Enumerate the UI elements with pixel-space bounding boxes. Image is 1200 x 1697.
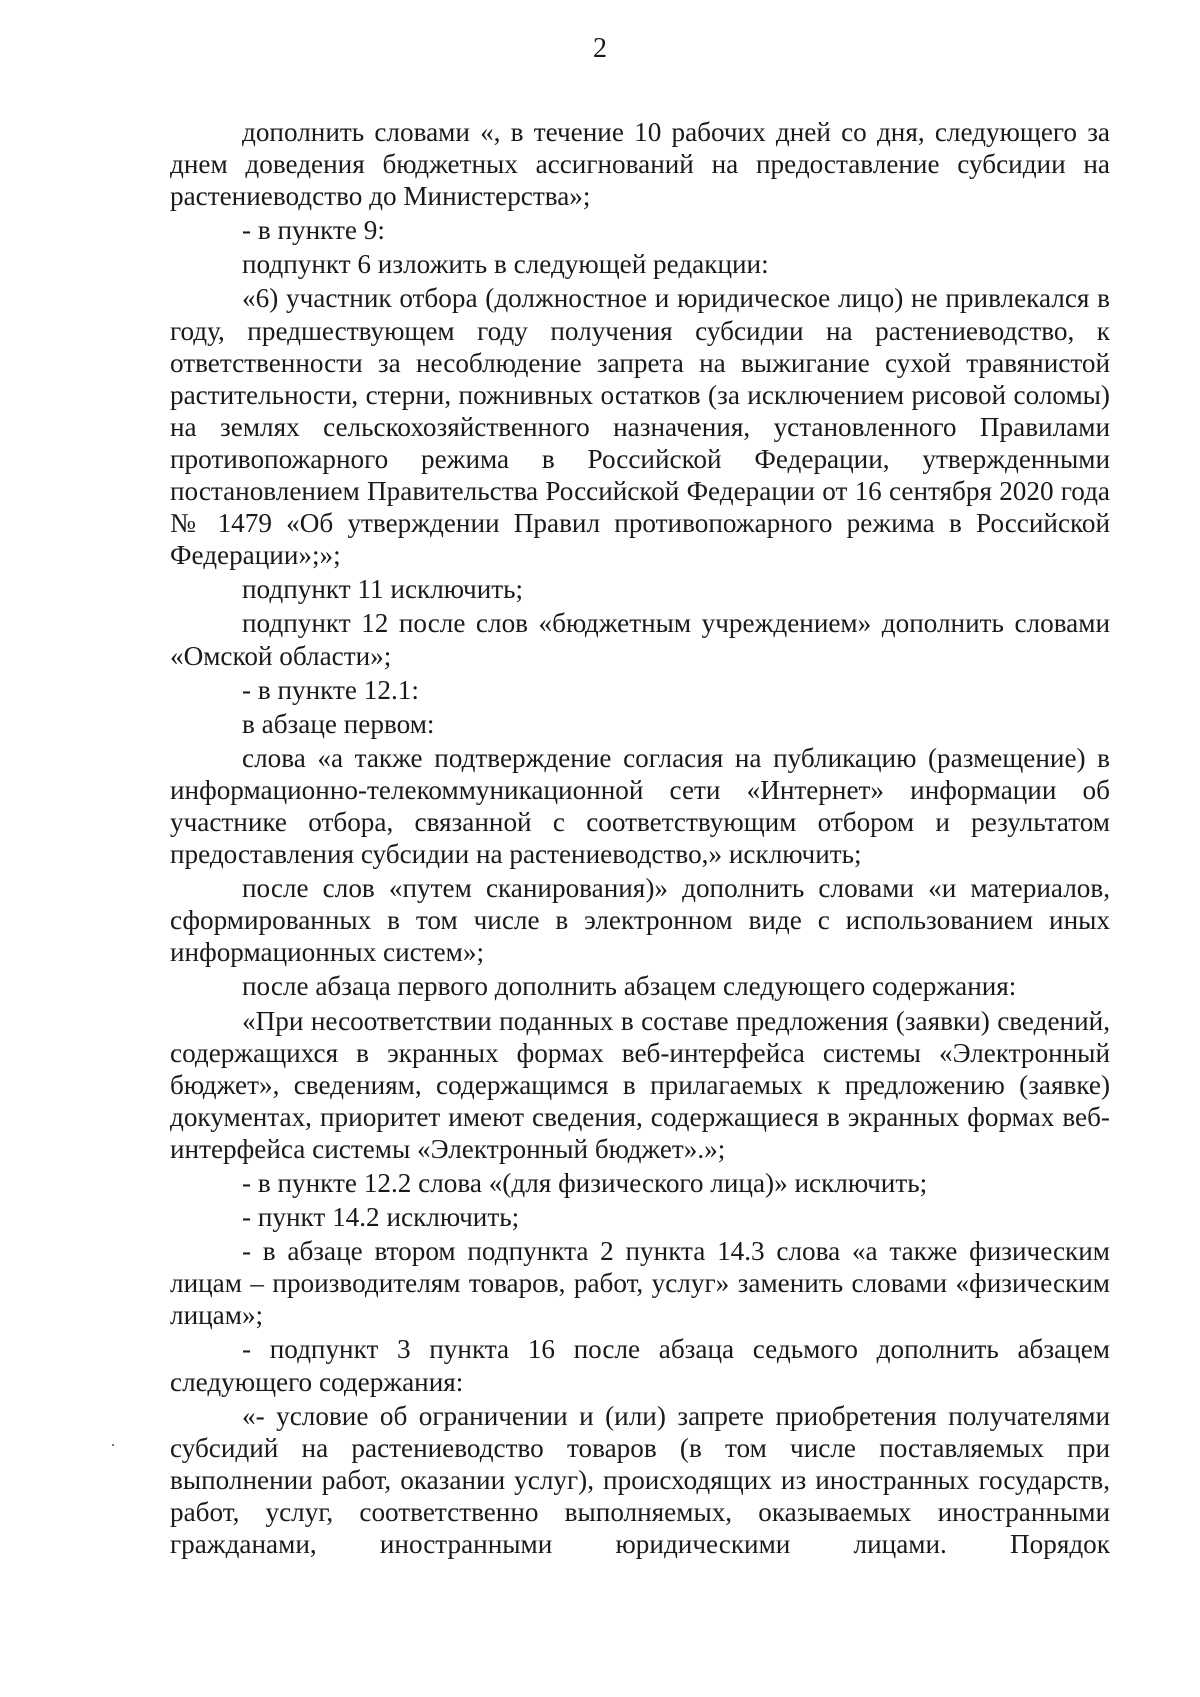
paragraph: «6) участник отбора (должностное и юридическое лицо) не привлекался в году, предшествующем году получения субсидии на растениеводство, к ответственности за несоблюдение запрета на выжигание сухой травянистой растительности, стерни, пожнивных остатков (за исключением рисовой соломы) на землях сельскохозяйственного назначения, установленного Правилами противопожарного режима в Российской Федерации, утвержденными постановлением Правительства Российской Федерации от 16 сентября 2020 года № 1479 «Об утверждении Правил противопожарного режима в Российской Федерации»;»; xyxy=(170,283,1110,571)
paragraph: - в пункте 9: xyxy=(242,215,385,246)
paragraph: - подпункт 3 пункта 16 после абзаца седьмого дополнить абзацем следующего содержания: xyxy=(170,1334,1110,1397)
page-number: 2 xyxy=(593,33,607,64)
paragraph: подпункт 6 изложить в следующей редакции: xyxy=(242,249,769,280)
margin-mark xyxy=(112,1444,114,1446)
paragraph: слова «а также подтверждение согласия на публикацию (размещение) в информационно-телекоммуникационной сети «Интернет» информации об участнике отбора, связанной с соответствующим отбором и результатом предоставления субсидии на растениеводство,» исключить; xyxy=(170,742,1110,870)
document-body xyxy=(170,116,1110,1562)
paragraph: - в пункте 12.2 слова «(для физического лица)» исключить; xyxy=(242,1168,928,1198)
paragraph: «При несоответствии поданных в составе предложения (заявки) сведений, содержащихся в экранных формах веб-интерфейса системы «Электронный бюджет», сведениям, содержащимся в прилагаемых к предложению (заявке) документах, приоритет имеют сведения, содержащиеся в экранных формах веб-интерфейса системы «Электронный бюджет».»; xyxy=(170,1005,1110,1164)
paragraph: после абзаца первого дополнить абзацем следующего содержания: xyxy=(242,971,1017,1002)
paragraph: - в пункте 12.1: xyxy=(242,674,419,705)
paragraph: подпункт 12 после слов «бюджетным учреждением» дополнить словами «Омской области»; xyxy=(170,608,1110,671)
paragraph: подпункт 11 исключить; xyxy=(242,574,524,605)
paragraph: - пункт 14.2 исключить; xyxy=(242,1202,520,1233)
paragraph: после слов «путем сканирования)» дополнить словами «и материалов, сформированных в том числе в электронном виде с использованием иных информационных систем»; xyxy=(170,873,1110,968)
paragraph: в абзаце первом: xyxy=(242,708,435,739)
paragraph: - в абзаце втором подпункта 2 пункта 14.3 слова «а также физическим лицам – производителям товаров, работ, услуг» заменить словами «физическим лицам»; xyxy=(170,1236,1110,1331)
paragraph: дополнить словами «, в течение 10 рабочих дней со дня, следующего за днем доведения бюджетных ассигнований на предоставление субсидии на растениеводство до Министерства»; xyxy=(170,117,1110,212)
paragraph: «- условие об ограничении и (или) запрете приобретения получателями субсидий на растениеводство товаров (в том числе поставляемых при выполнении работ, оказании услуг), происходящих из иностранных государств, работ, услуг, соответственно выполняемых, оказываемых иностранными гражданами, иностранными юридическими лицами. Порядок xyxy=(170,1400,1110,1560)
